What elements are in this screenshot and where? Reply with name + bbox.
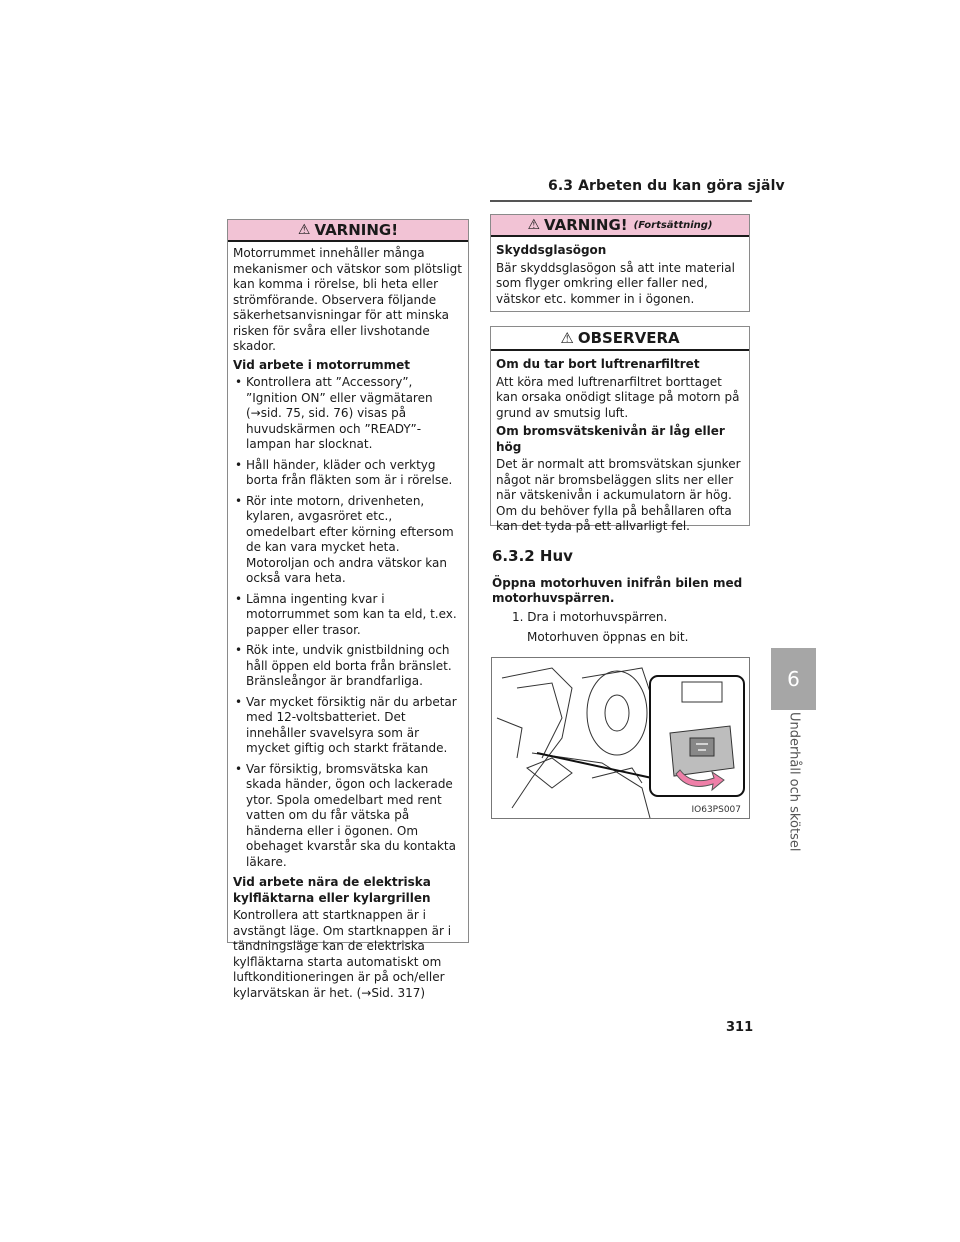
warning-text: Bär skyddsglasögon så att inte material som flyger omkring eller faller ned, vätskor etc. kommer in i ögonen. xyxy=(496,260,735,306)
notice-subheading: Om du tar bort luftrenarfiltret xyxy=(496,357,700,371)
page-number: 311 xyxy=(726,1020,754,1035)
warning-subheading: Skyddsglasögon xyxy=(496,243,607,257)
list-item: • Rök inte, undvik gnistbildning och håll öppen eld borta från bränslet. Bränsleångor är brandfarliga. xyxy=(233,643,463,690)
notice-header: ⚠ OBSERVERA xyxy=(491,327,749,351)
warning-bullet-list xyxy=(233,375,463,870)
warning-triangle-icon: ⚠ xyxy=(297,222,311,238)
warning-continued-box xyxy=(490,214,750,312)
chapter-tab-label: Underhåll och skötsel xyxy=(786,712,801,852)
warning-header: ⚠ VARNING! xyxy=(228,220,468,242)
list-item: • Håll händer, kläder och verktyg borta från fläkten som är i rörelse. xyxy=(233,458,463,489)
warning-triangle-icon: ⚠ xyxy=(527,217,541,233)
notice-box xyxy=(490,326,750,533)
notice-subheading: Om bromsvätskenivån är låg eller hög xyxy=(496,424,725,454)
hood-release-figure xyxy=(491,657,750,819)
list-item: • Lämna ingenting kvar i motorrummet som kan ta eld, t.ex. papper eller trasor. xyxy=(233,592,463,639)
warning-box xyxy=(227,219,469,1000)
hood-release-illustration xyxy=(492,658,750,819)
section-lead: Öppna motorhuven inifrån bilen med motorhuvspärren. xyxy=(492,576,743,605)
warning-header: ⚠ VARNING! (Fortsättning) xyxy=(491,215,749,237)
section-title: 6.3.2 Huv xyxy=(492,547,573,565)
step-1: 1. Dra i motorhuvspärren. xyxy=(512,610,668,624)
list-item: • Var försiktig, bromsvätska kan skada händer, ögon och lackerade ytor. Spola omedelbart med rent vatten om du får vätska på händerna eller i ögonen. Om obehaget kvarstår ska du kontakta läkare. xyxy=(233,762,463,871)
notice-text: Det är normalt att bromsvätskan sjunker något när bromsbeläggen slits ner eller när vätskenivån i ackumulatorn är hög. Om du behöver fylla på behållaren ofta kan det tyda på ett allvarligt fel. xyxy=(496,457,741,533)
list-item: • Var mycket försiktig när du arbetar med 12-voltsbatteriet. Det innehåller svavelsyra som är mycket giftig och starkt frätande. xyxy=(233,695,463,757)
warning-intro: Motorrummet innehåller många mekanismer och vätskor som plötsligt kan komma i rörelse, bli heta eller strömförande. Observera följande säkerhetsanvisningar för att minska risken för svåra eller livshotande skador. xyxy=(233,246,462,353)
figure-code: IO63PS007 xyxy=(691,805,741,815)
notice-icon: ⚠ xyxy=(560,329,574,347)
warning-subheading: Vid arbete nära de elektriska kylfläktarna eller kylargrillen xyxy=(233,875,431,905)
header-rule xyxy=(490,200,752,202)
warning-text: Kontrollera att startknappen är i avstängt läge. Om startknappen är i tändningsläge kan de elektriska kylfläktarna starta automatiskt om luftkonditioneringen är på och/eller kylarvätskan är het. (→Sid. 317) xyxy=(233,908,452,1000)
chapter-tab: 6 xyxy=(771,648,816,710)
step-result: Motorhuven öppnas en bit. xyxy=(527,630,689,644)
running-header: 6.3 Arbeten du kan göra själv xyxy=(548,178,785,194)
list-item: • Rör inte motorn, drivenheten, kylaren, avgasröret etc., omedelbart efter körning eftersom de kan vara mycket heta. Motoroljan och andra vätskor kan också vara heta. xyxy=(233,494,463,587)
warning-subheading: Vid arbete i motorrummet xyxy=(233,357,411,372)
notice-text: Att köra med luftrenarfiltret borttaget kan orsaka onödigt slitage på motorn på grund av smutsig luft. xyxy=(496,374,740,420)
list-item: • Kontrollera att ”Accessory”, ”Ignition ON” eller vägmätaren (→sid. 75, sid. 76) visas på huvudskärmen och ”READY”-lampan har slocknat. xyxy=(233,375,463,453)
